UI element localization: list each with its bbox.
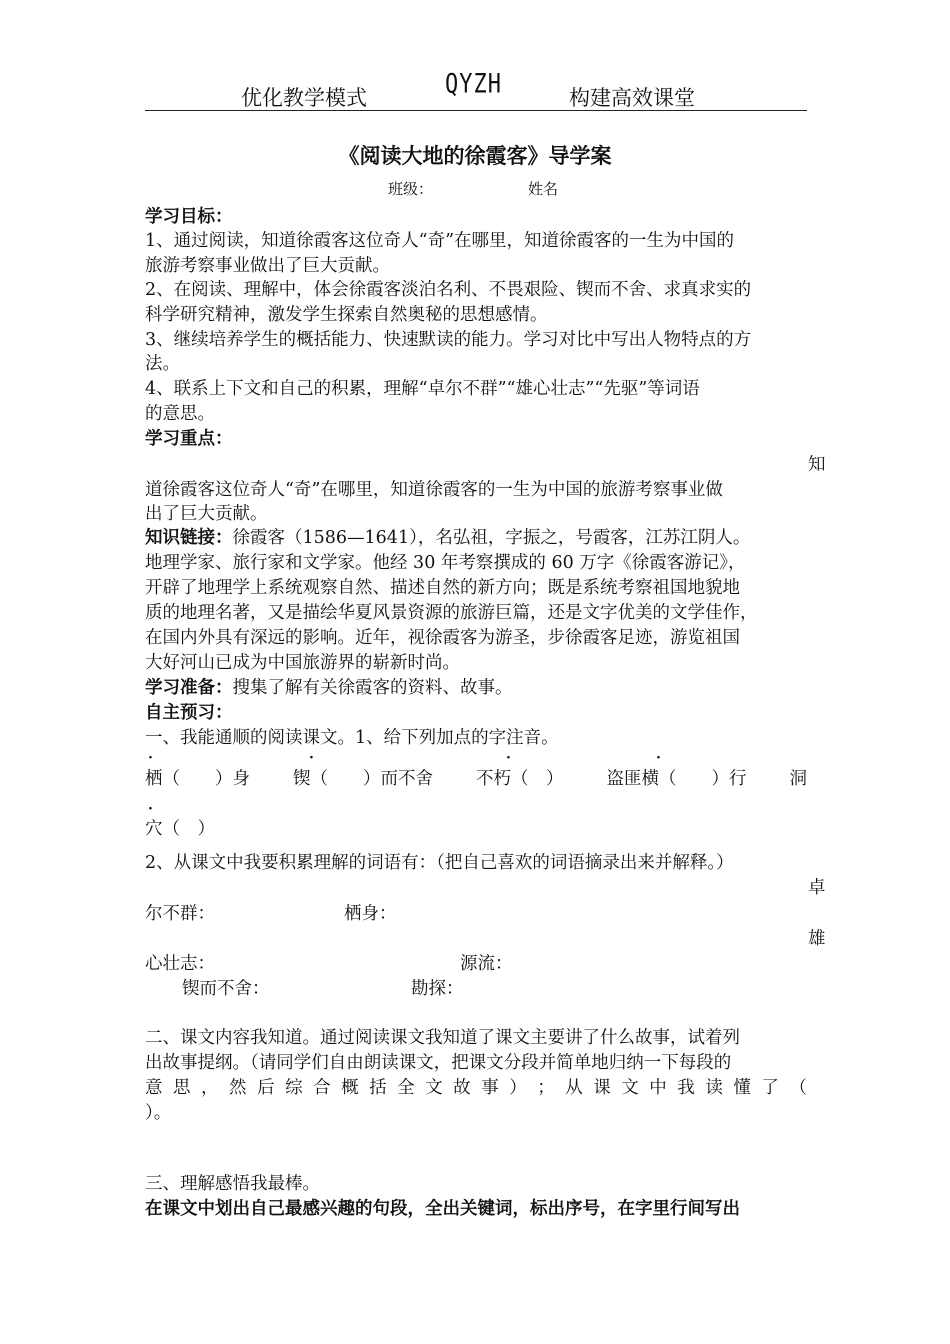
pinyin-item: 洞 [789,769,807,789]
prep-text: 搜集了解有关徐霞客的资料、故事。 [232,678,513,698]
vocab-row [145,950,810,975]
goal-line: 的意思。 [145,404,215,424]
goal-line: 科学研究精神，激发学生探索自然奥秘的思想感情。 [145,305,548,325]
vocab-label: 尔不群： [145,904,215,924]
emphasis-dot: · [506,750,511,766]
spread-char: 括 [369,1078,387,1098]
pinyin-item: 栖（ ）身 [145,769,250,789]
spread-char: 然 [229,1078,247,1098]
spread-char: ， [201,1078,219,1098]
spread-char: ） [509,1078,527,1098]
emphasis-dot: · [148,750,153,766]
preview-heading: 自主预习： [145,703,233,723]
pinyin-item: 不朽（ ） [476,769,564,789]
vocabulary-intro: 2、从课文中我要积累理解的词语有：（把自己喜欢的词语摘录出来并解释。） [145,853,734,873]
spread-char: 合 [313,1078,331,1098]
focus-line: 道徐霞客这位奇人“奇”在哪里，知道徐霞客的一生为中国的旅游考察事业做 [145,480,723,500]
class-label: 班级： [388,180,434,198]
content-tail: ）。 [145,1103,172,1123]
spread-char: 后 [257,1078,275,1098]
spread-char: 意 [145,1078,163,1098]
spread-char: 中 [649,1078,667,1098]
vocab-first-char: 雄 [808,929,826,949]
spread-char: 读 [705,1078,723,1098]
spread-char: 我 [677,1078,695,1098]
knowledge-line: 质的地理名著，又是描绘华夏风景资源的旅游巨篇，还是文字优美的文学佳作， [145,603,758,623]
pinyin-exercise-row [145,765,807,790]
header-logo: QYZH [445,69,502,100]
vocab-label: 心壮志： [145,954,215,974]
goal-line: 法。 [145,354,180,374]
spread-char: 综 [285,1078,303,1098]
spread-char: 懂 [733,1078,751,1098]
emphasis-dot: · [656,750,661,766]
understand-instruction: 在课文中划出自己最感兴趣的句段，全出关键词，标出序号，在字里行间写出 [145,1199,740,1219]
vocab-label: 栖身： [344,904,397,924]
content-spread-line [145,1074,807,1099]
spread-char: （ [789,1078,807,1098]
prep-line [145,674,810,699]
pinyin-item-tail: 穴（ ） [145,819,215,839]
spread-char: 文 [621,1078,639,1098]
goal-line: 4、联系上下文和自己的积累，理解“卓尔不群”“雄心壮志”“先驱”等词语 [145,379,700,399]
prep-label: 学习准备： [145,678,233,698]
spread-char: 全 [397,1078,415,1098]
spread-char: 故 [453,1078,471,1098]
focus-heading: 学习重点： [145,429,233,449]
knowledge-first-line [145,524,810,549]
vocab-label: 锲而不舍： [182,979,270,999]
emphasis-dot: · [309,750,314,766]
spread-char: ； [537,1078,555,1098]
focus-line: 出了巨大贡献。 [145,504,268,524]
name-label: 姓名 [528,180,559,198]
vocab-label: 源流： [460,954,513,974]
preview-reading-line: 一、我能通顺的阅读课文。1、给下列加点的字注音。 [145,728,559,748]
document-title: 《阅读大地的徐霞客》导学案 [338,143,612,168]
knowledge-line: 地理学家、旅行家和文学家。他经 30 年考察撰成的 60 万字《徐霞客游记》， [145,553,746,573]
header-left-slogan: 优化教学模式 [241,86,367,110]
vocab-row [145,900,810,925]
spread-char: 概 [341,1078,359,1098]
emphasis-dot: · [148,801,153,817]
goal-line: 3、继续培养学生的概括能力、快速默读的能力。学习对比中写出人物特点的方 [145,330,752,350]
student-info [388,178,558,199]
knowledge-line: 在国内外具有深远的影响。近年，视徐霞客为游圣，步徐霞客足迹，游览祖国 [145,628,740,648]
content-line: 出故事提纲。（请同学们自由朗读课文，把课文分段并简单地归纳一下每段的 [145,1053,732,1073]
knowledge-line: 大好河山已成为中国旅游界的崭新时尚。 [145,653,460,673]
focus-first-char: 知 [808,455,826,475]
spread-char: 文 [425,1078,443,1098]
header-right-slogan: 构建高效课堂 [569,86,695,110]
spread-char: 了 [761,1078,779,1098]
goal-line: 2、在阅读、理解中，体会徐霞客淡泊名利、不畏艰险、锲而不舍、求真求实的 [145,280,752,300]
goal-line: 1、通过阅读，知道徐霞客这位奇人“奇”在哪里，知道徐霞客的一生为中国的 [145,231,735,251]
knowledge-label: 知识链接： [145,528,233,548]
page-header [145,69,807,111]
knowledge-first-text: 徐霞客（1586—1641），名弘祖，字振之，号霞客，江苏江阴人。 [232,528,751,548]
goal-line: 旅游考察事业做出了巨大贡献。 [145,256,390,276]
content-line: 二、课文内容我知道。通过阅读课文我知道了课文主要讲了什么故事，试着列 [145,1028,740,1048]
spread-char: 课 [593,1078,611,1098]
vocab-first-char: 卓 [808,878,826,898]
goals-heading: 学习目标： [145,207,233,227]
vocab-label: 勘探： [411,979,464,999]
knowledge-line: 开辟了地理学上系统观察自然、描述自然的新方向；既是系统考察祖国地貌地 [145,578,740,598]
pinyin-item: 锲（ ）而不舍 [293,769,433,789]
spread-char: 从 [565,1078,583,1098]
understand-heading: 三、理解感悟我最棒。 [145,1174,320,1194]
spread-char: 事 [481,1078,499,1098]
pinyin-item: 盗匪横（ ）行 [606,769,747,789]
spread-char: 思 [173,1078,191,1098]
